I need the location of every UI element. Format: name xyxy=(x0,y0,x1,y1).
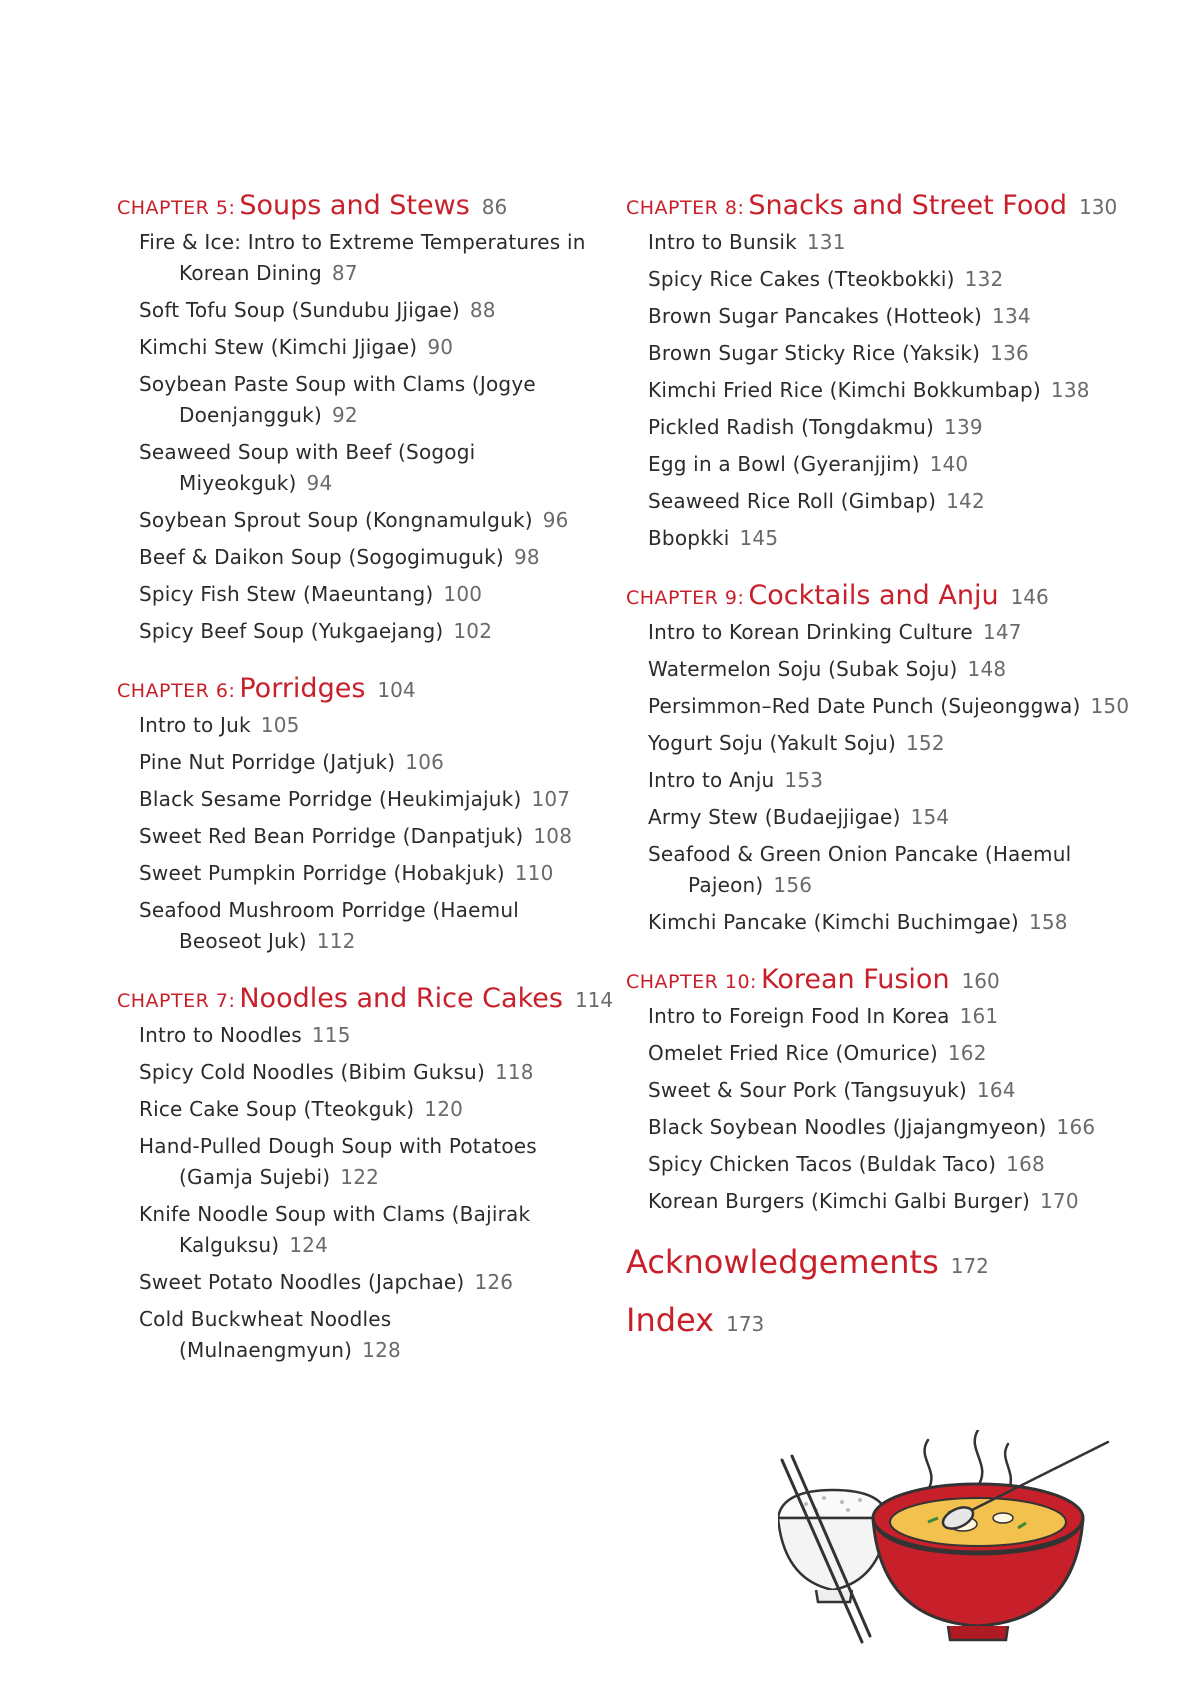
chapter-page-number: 104 xyxy=(377,678,416,702)
toc-entry[interactable] xyxy=(648,1112,1146,1143)
entry-page-number: 161 xyxy=(959,1004,999,1028)
entry-title: Army Stew (Budaejjigae) xyxy=(648,805,901,829)
toc-entry[interactable] xyxy=(139,821,587,852)
toc-entry[interactable] xyxy=(648,1001,1146,1032)
entry-title: Intro to Noodles xyxy=(139,1023,302,1047)
entry-page-number: 100 xyxy=(443,582,483,606)
entry-title: Spicy Cold Noodles (Bibim Guksu) xyxy=(139,1060,485,1084)
entry-page-number: 156 xyxy=(773,873,813,897)
chapter-title: Snacks and Street Food xyxy=(748,190,1068,221)
chapter-entry-list xyxy=(117,1020,587,1366)
entry-title: Watermelon Soju (Subak Soju) xyxy=(648,657,958,681)
entry-page-number: 132 xyxy=(964,267,1004,291)
toc-entry[interactable] xyxy=(139,710,587,741)
entry-page-number: 96 xyxy=(542,508,569,532)
toc-entry[interactable] xyxy=(648,802,1146,833)
toc-entry[interactable] xyxy=(648,338,1146,369)
toc-entry[interactable] xyxy=(139,784,587,815)
toc-entry[interactable] xyxy=(139,858,587,889)
chapter-heading[interactable] xyxy=(117,983,614,1014)
chapter-page-number: 160 xyxy=(961,969,1000,993)
chapter-heading[interactable] xyxy=(626,190,1146,221)
back-matter-title: Acknowledgements xyxy=(626,1243,939,1281)
entry-title: Soybean Sprout Soup (Kongnamulguk) xyxy=(139,508,533,532)
entry-title: Spicy Fish Stew (Maeuntang) xyxy=(139,582,434,606)
entry-page-number: 88 xyxy=(469,298,496,322)
toc-entry[interactable] xyxy=(139,437,587,499)
chapter-heading[interactable] xyxy=(626,580,1146,611)
toc-entry[interactable] xyxy=(648,301,1146,332)
entry-title: Intro to Juk xyxy=(139,713,251,737)
toc-entry[interactable] xyxy=(648,1186,1146,1217)
entry-title: Spicy Rice Cakes (Tteokbokki) xyxy=(648,267,955,291)
entry-title: Pine Nut Porridge (Jatjuk) xyxy=(139,750,396,774)
back-matter-heading[interactable] xyxy=(626,1301,1146,1339)
entry-title: Intro to Anju xyxy=(648,768,775,792)
entry-title: Kimchi Fried Rice (Kimchi Bokkumbap) xyxy=(648,378,1041,402)
entry-page-number: 162 xyxy=(947,1041,987,1065)
toc-entry[interactable] xyxy=(139,1199,587,1261)
entry-title: Beef & Daikon Soup (Sogogimuguk) xyxy=(139,545,504,569)
entry-page-number: 166 xyxy=(1056,1115,1096,1139)
toc-entry[interactable] xyxy=(648,654,1146,685)
entry-title: Yogurt Soju (Yakult Soju) xyxy=(648,731,896,755)
chapter-title: Soups and Stews xyxy=(239,190,470,221)
toc-entry[interactable] xyxy=(139,332,587,363)
entry-title: Fire & Ice: Intro to Extreme Temperatures in Korean Dining xyxy=(139,230,586,285)
chapter-page-number: 86 xyxy=(481,195,508,219)
entry-title: Brown Sugar Pancakes (Hotteok) xyxy=(648,304,983,328)
toc-entry[interactable] xyxy=(139,1020,587,1051)
chapter-label: CHAPTER 7: xyxy=(117,990,236,1012)
toc-entry[interactable] xyxy=(648,264,1146,295)
entry-title: Sweet Pumpkin Porridge (Hobakjuk) xyxy=(139,861,505,885)
entry-page-number: 139 xyxy=(944,415,983,439)
entry-page-number: 110 xyxy=(514,861,554,885)
entry-title: Intro to Foreign Food In Korea xyxy=(648,1004,950,1028)
entry-page-number: 122 xyxy=(340,1165,380,1189)
entry-title: Kimchi Pancake (Kimchi Buchimgae) xyxy=(648,910,1019,934)
chapter-label: CHAPTER 6: xyxy=(117,680,236,702)
toc-entry[interactable] xyxy=(648,486,1146,517)
chapter-entry-list xyxy=(117,227,587,647)
entry-page-number: 90 xyxy=(427,335,454,359)
entry-title: Soybean Paste Soup with Clams (Jogye Doenjangguk) xyxy=(139,372,536,427)
toc-entry[interactable] xyxy=(648,227,1146,258)
back-matter-heading[interactable] xyxy=(626,1243,1146,1281)
chapter-label: CHAPTER 8: xyxy=(626,197,745,219)
entry-page-number: 118 xyxy=(494,1060,534,1084)
chapter-block xyxy=(117,673,587,957)
entry-page-number: 148 xyxy=(967,657,1007,681)
chapter-block xyxy=(117,983,614,1366)
entry-page-number: 126 xyxy=(474,1270,514,1294)
entry-title: Sweet Potato Noodles (Japchae) xyxy=(139,1270,465,1294)
entry-page-number: 140 xyxy=(929,452,969,476)
entry-page-number: 98 xyxy=(513,545,540,569)
toc-entry[interactable] xyxy=(648,412,1146,443)
toc-entry[interactable] xyxy=(139,1131,587,1193)
entry-page-number: 134 xyxy=(992,304,1031,328)
entry-title: Seafood Mushroom Porridge (Haemul Beoseot Juk) xyxy=(139,898,519,953)
chapter-title: Noodles and Rice Cakes xyxy=(239,983,563,1014)
toc-entry[interactable] xyxy=(648,375,1146,406)
entry-page-number: 87 xyxy=(331,261,358,285)
chapter-block xyxy=(626,190,1146,554)
entry-page-number: 124 xyxy=(289,1233,329,1257)
chapter-title: Cocktails and Anju xyxy=(748,580,999,611)
entry-title: Bbopkki xyxy=(648,526,730,550)
entry-page-number: 115 xyxy=(311,1023,351,1047)
toc-entry[interactable] xyxy=(139,227,587,289)
toc-entry[interactable] xyxy=(139,369,587,431)
entry-page-number: 153 xyxy=(784,768,824,792)
chapter-block xyxy=(626,580,1146,938)
back-matter-page-number: 172 xyxy=(950,1254,989,1278)
entry-page-number: 142 xyxy=(946,489,985,513)
back-matter-page-number: 173 xyxy=(726,1312,765,1336)
entry-title: Rice Cake Soup (Tteokguk) xyxy=(139,1097,415,1121)
entry-page-number: 154 xyxy=(910,805,950,829)
entry-title: Seaweed Rice Roll (Gimbap) xyxy=(648,489,937,513)
entry-title: Seafood & Green Onion Pancake (Haemul Pajeon) xyxy=(648,842,1072,897)
toc-entry[interactable] xyxy=(139,295,587,326)
toc-entry[interactable] xyxy=(139,1267,587,1298)
toc-entry[interactable] xyxy=(648,765,1146,796)
entry-title: Soft Tofu Soup (Sundubu Jjigae) xyxy=(139,298,460,322)
toc-right-column xyxy=(626,190,1146,1359)
toc-entry[interactable] xyxy=(139,542,587,573)
chapter-entry-list xyxy=(626,1001,1146,1217)
chapter-entry-list xyxy=(626,227,1146,554)
toc-entry[interactable] xyxy=(648,691,1146,722)
entry-page-number: 105 xyxy=(260,713,300,737)
entry-title: Intro to Bunsik xyxy=(648,230,797,254)
entry-title: Knife Noodle Soup with Clams (Bajirak Kalguksu) xyxy=(139,1202,531,1257)
entry-page-number: 102 xyxy=(453,619,493,643)
entry-page-number: 120 xyxy=(424,1097,464,1121)
entry-title: Cold Buckwheat Noodles (Mulnaengmyun) xyxy=(139,1307,392,1362)
entry-title: Egg in a Bowl (Gyeranjjim) xyxy=(648,452,920,476)
toc-entry[interactable] xyxy=(139,747,587,778)
chapter-title: Porridges xyxy=(239,673,366,704)
entry-title: Seaweed Soup with Beef (Sogogi Miyeokguk) xyxy=(139,440,476,495)
entry-title: Spicy Beef Soup (Yukgaejang) xyxy=(139,619,444,643)
chapter-heading[interactable] xyxy=(117,190,587,221)
chapter-page-number: 146 xyxy=(1010,585,1049,609)
entry-page-number: 112 xyxy=(316,929,356,953)
entry-page-number: 147 xyxy=(982,620,1022,644)
entry-page-number: 131 xyxy=(806,230,846,254)
entry-page-number: 107 xyxy=(531,787,571,811)
toc-entry[interactable] xyxy=(139,895,587,957)
entry-title: Hand-Pulled Dough Soup with Potatoes (Gamja Sujebi) xyxy=(139,1134,537,1189)
chapter-label: CHAPTER 5: xyxy=(117,197,236,219)
toc-entry[interactable] xyxy=(648,1075,1146,1106)
entry-page-number: 164 xyxy=(976,1078,1016,1102)
chapter-heading[interactable] xyxy=(117,673,587,704)
chapter-page-number: 130 xyxy=(1079,195,1118,219)
entry-title: Intro to Korean Drinking Culture xyxy=(648,620,973,644)
entry-title: Sweet Red Bean Porridge (Danpatjuk) xyxy=(139,824,524,848)
rice-bowl-icon xyxy=(778,1490,888,1602)
entry-page-number: 170 xyxy=(1039,1189,1079,1213)
entry-page-number: 106 xyxy=(405,750,445,774)
toc-entry[interactable] xyxy=(648,728,1146,759)
entry-title: Sweet & Sour Pork (Tangsuyuk) xyxy=(648,1078,967,1102)
toc-entry[interactable] xyxy=(139,616,587,647)
entry-page-number: 128 xyxy=(362,1338,401,1362)
toc-entry[interactable] xyxy=(139,1304,587,1366)
entry-page-number: 136 xyxy=(990,341,1029,365)
entry-page-number: 108 xyxy=(533,824,573,848)
entry-page-number: 92 xyxy=(331,403,358,427)
entry-page-number: 152 xyxy=(906,731,945,755)
entry-title: Korean Burgers (Kimchi Galbi Burger) xyxy=(648,1189,1030,1213)
entry-title: Black Soybean Noodles (Jjajangmyeon) xyxy=(648,1115,1047,1139)
toc-entry[interactable] xyxy=(648,449,1146,480)
entry-page-number: 94 xyxy=(306,471,333,495)
toc-entry[interactable] xyxy=(139,1057,587,1088)
entry-page-number: 145 xyxy=(739,526,779,550)
entry-page-number: 138 xyxy=(1050,378,1090,402)
chapter-block xyxy=(626,964,1146,1217)
chapter-label: CHAPTER 9: xyxy=(626,587,745,609)
toc-entry[interactable] xyxy=(648,523,1146,554)
entry-title: Kimchi Stew (Kimchi Jjigae) xyxy=(139,335,418,359)
food-illustration xyxy=(778,1430,1138,1650)
chapter-entry-list xyxy=(117,710,587,957)
toc-entry[interactable] xyxy=(648,1038,1146,1069)
toc-left-column xyxy=(117,190,614,1392)
entry-title: Spicy Chicken Tacos (Buldak Taco) xyxy=(648,1152,997,1176)
entry-page-number: 168 xyxy=(1006,1152,1045,1176)
toc-entry[interactable] xyxy=(648,839,1146,901)
toc-entry[interactable] xyxy=(139,505,587,536)
back-matter-title: Index xyxy=(626,1301,715,1339)
chapter-block xyxy=(117,190,587,647)
entry-title: Black Sesame Porridge (Heukimjajuk) xyxy=(139,787,522,811)
chapter-heading[interactable] xyxy=(626,964,1146,995)
entry-title: Omelet Fried Rice (Omurice) xyxy=(648,1041,938,1065)
toc-entry[interactable] xyxy=(648,1149,1146,1180)
toc-entry[interactable] xyxy=(648,907,1146,938)
chapter-entry-list xyxy=(626,617,1146,938)
entry-title: Brown Sugar Sticky Rice (Yaksik) xyxy=(648,341,981,365)
entry-title: Persimmon–Red Date Punch (Sujeonggwa) xyxy=(648,694,1081,718)
entry-page-number: 150 xyxy=(1090,694,1130,718)
chapter-page-number: 114 xyxy=(574,988,614,1012)
entry-page-number: 158 xyxy=(1028,910,1068,934)
chapter-title: Korean Fusion xyxy=(760,964,950,995)
toc-entry[interactable] xyxy=(139,579,587,610)
toc-entry[interactable] xyxy=(648,617,1146,648)
toc-entry[interactable] xyxy=(139,1094,587,1125)
entry-title: Pickled Radish (Tongdakmu) xyxy=(648,415,935,439)
chapter-label: CHAPTER 10: xyxy=(626,971,757,993)
